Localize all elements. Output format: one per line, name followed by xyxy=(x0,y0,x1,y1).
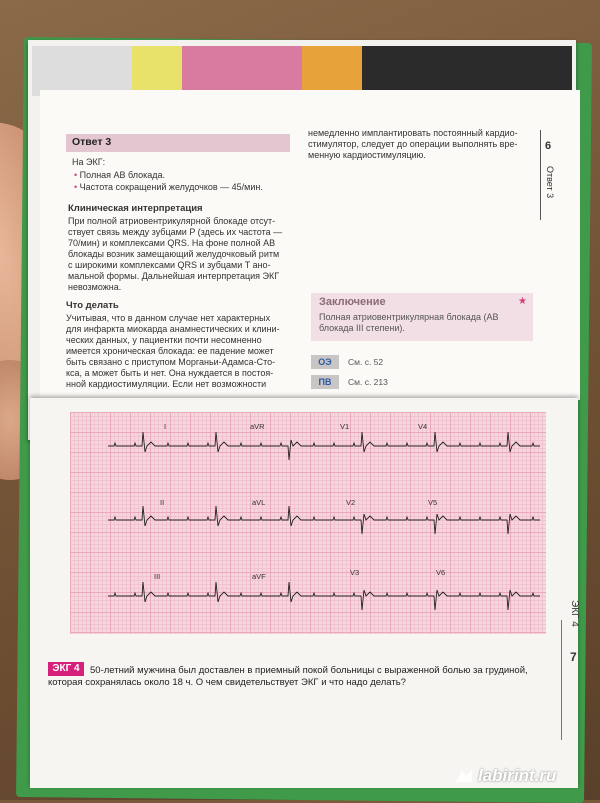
lead-label: aVF xyxy=(252,572,266,581)
lead-label: V6 xyxy=(436,568,446,577)
lead-label: III xyxy=(154,572,161,581)
ecg-trace-row xyxy=(108,582,540,610)
finding-1: • Полная АВ блокада. xyxy=(74,170,166,180)
ecg-case-tag: ЭКГ 4 xyxy=(48,662,84,676)
ecg-traces xyxy=(70,412,546,634)
todo-line: быть связано с приступом Морганьи-Адамса-Сто- xyxy=(66,357,276,367)
right-col-line: немедленно имплантировать постоянный кардио- xyxy=(308,128,518,138)
ecg-strip xyxy=(70,412,546,634)
ref-badge-pv: ПВ xyxy=(311,375,339,389)
labirint-logo-icon xyxy=(454,768,474,784)
conclusion-box xyxy=(311,293,533,341)
side-tab-lower xyxy=(566,600,586,680)
lead-label: aVR xyxy=(250,422,265,431)
right-col-line: стимулятор, следует до операции выполнять вре- xyxy=(308,139,518,149)
lead-label: I xyxy=(164,422,167,431)
todo-title: Что делать xyxy=(66,300,119,311)
clinical-line: мальной формы. Дальнейшая интерпретация ЭКГ xyxy=(68,271,280,281)
ecg-trace-row xyxy=(108,432,540,460)
side-label: ЭКГ 4 xyxy=(569,600,580,627)
page-divider-line xyxy=(561,620,562,740)
todo-line: Учитывая, что в данном случае нет характерных xyxy=(66,313,271,323)
clinical-line: При полной атриовентрикулярной блокаде отсут- xyxy=(68,216,276,226)
case-question: 50-летний мужчина был доставлен в приемный покой больницы с выраженной болью за грудиной, которая сохранялась около 18 ч. О чем свидетельствует ЭКГ и что надо делать? xyxy=(48,665,528,688)
ref-text: См. с. 52 xyxy=(348,357,384,367)
lead-label: II xyxy=(160,498,165,507)
lead-label: V1 xyxy=(340,422,350,431)
underlying-page-strip xyxy=(32,46,572,96)
conclusion-text: Полная атриовентрикулярная блокада (АВ блокада III степени). xyxy=(319,312,499,333)
lead-label: V3 xyxy=(350,568,360,577)
todo-line: для инфаркта миокарда анамнестических и клини- xyxy=(66,324,280,334)
lead-label: V5 xyxy=(428,498,438,507)
clinical-line: невозможна. xyxy=(68,282,122,292)
ecg-trace-row xyxy=(108,506,540,534)
conclusion-title: Заключение xyxy=(319,296,386,308)
clinical-line: с широкими комплексами QRS и зубцами T ано- xyxy=(68,260,271,270)
todo-line: ческих данных, у пациентки почти несомненно xyxy=(66,335,262,345)
finding-2: • Частота сокращений желудочков — 45/мин. xyxy=(74,182,263,192)
star-icon: ★ xyxy=(518,296,527,307)
watermark: labirint.ru xyxy=(478,766,557,785)
clinical-line: 70/мин) и комплексами QRS. На фоне полной АВ xyxy=(68,238,276,248)
side-tab-upper xyxy=(540,130,558,220)
clinical-line: блокады возник замещающий желудочковый ритм xyxy=(68,249,280,259)
lead-label: V2 xyxy=(346,498,356,507)
ref-text: См. с. 213 xyxy=(348,377,388,387)
clinical-title: Клиническая интерпретация xyxy=(68,203,203,214)
todo-line: имеется хроническая блокада: ее падение может xyxy=(66,346,274,356)
side-label: Ответ 3 xyxy=(545,166,555,199)
ref-badge-oe: ОЭ xyxy=(311,355,339,369)
lead-label: V4 xyxy=(418,422,428,431)
side-page-number: 6 xyxy=(545,140,552,152)
ecg-heading: На ЭКГ: xyxy=(72,157,106,167)
clinical-line: ствует связь между зубцами P (здесь их частота — xyxy=(68,227,283,237)
todo-line: нной кардиостимуляции. Если нет возможности xyxy=(66,379,267,389)
lead-label: aVL xyxy=(252,498,266,507)
right-col-line: менную кардиостимуляцию. xyxy=(308,150,426,160)
side-page-number: 7 xyxy=(570,650,577,664)
todo-line: кса, а может быть и нет. Она нуждается в постоя- xyxy=(66,368,274,378)
answer-title: Ответ 3 xyxy=(66,134,290,152)
